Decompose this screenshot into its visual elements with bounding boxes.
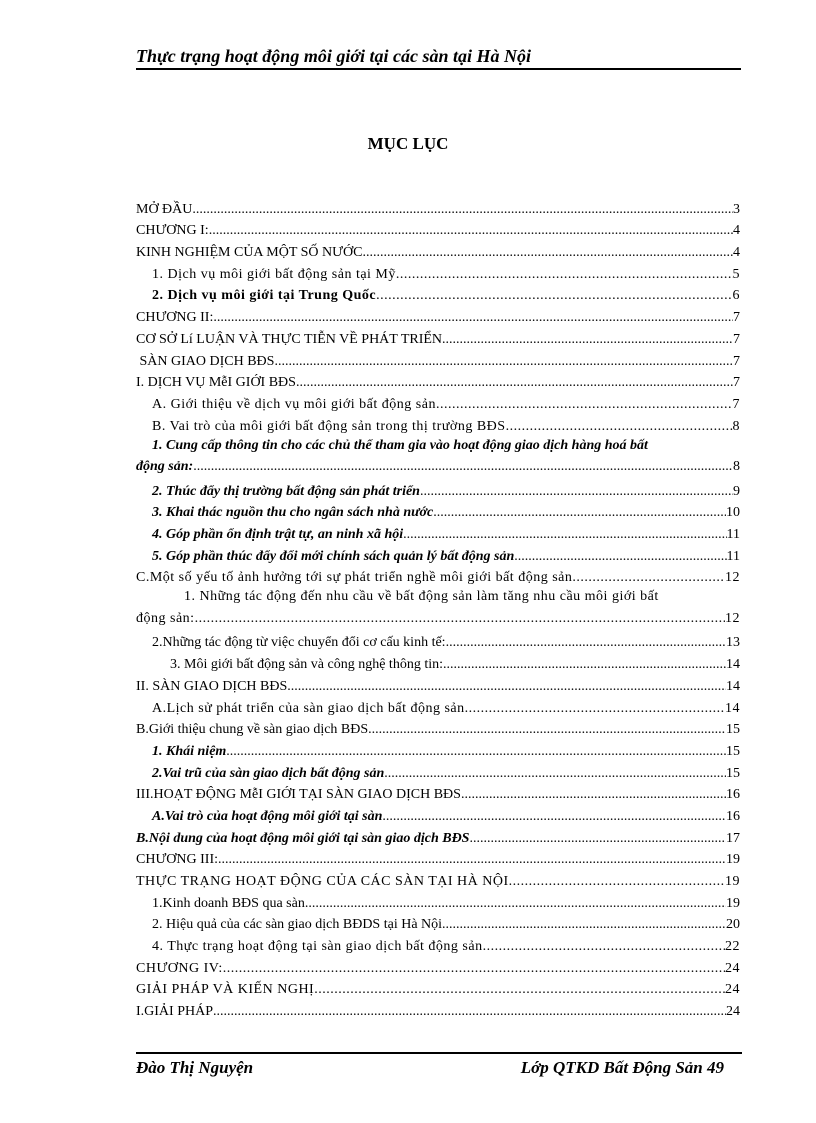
toc-entry[interactable] xyxy=(136,391,740,413)
dot-leader xyxy=(218,852,726,868)
dot-leader xyxy=(193,456,733,478)
toc-entry[interactable] xyxy=(136,435,740,478)
toc-entry[interactable] xyxy=(136,673,740,695)
dot-leader xyxy=(396,267,733,283)
toc-entry[interactable] xyxy=(136,370,740,392)
table-of-contents xyxy=(136,196,740,1020)
dot-leader xyxy=(446,635,726,651)
header-title: Thực trạng hoạt động môi giới tại các sàn tại Hà Nội xyxy=(136,46,531,66)
toc-entry-label-continued: động sản: xyxy=(136,611,195,627)
toc-entry[interactable] xyxy=(136,413,740,435)
toc-entry-page: 15 xyxy=(726,722,740,738)
dot-leader xyxy=(469,831,726,847)
toc-entry-page: 16 xyxy=(726,787,740,803)
dot-leader xyxy=(465,701,725,717)
dot-leader xyxy=(572,570,725,586)
dot-leader xyxy=(506,419,733,435)
toc-entry-label: III.HOẠT ĐỘNG MễI GIỚI TẠI SÀN GIAO DỊCH BĐS xyxy=(136,787,461,803)
footer-rule xyxy=(136,1052,742,1054)
toc-entry-page: 7 xyxy=(733,310,740,326)
toc-entry[interactable] xyxy=(136,782,740,804)
toc-entry-page: 7 xyxy=(733,353,740,369)
toc-entry-label: 3. Môi giới bất động sản và công nghệ thông tin: xyxy=(170,657,443,673)
toc-entry-label: A.Vai trò của hoạt động môi giới tại sàn xyxy=(152,808,383,824)
toc-entry-page: 9 xyxy=(733,483,740,499)
dot-leader xyxy=(436,397,733,413)
toc-entry-label: 1. Dịch vụ môi giới bất động sản tại Mỹ xyxy=(152,266,396,282)
dot-leader xyxy=(287,679,726,695)
toc-entry-label: B.Nội dung của hoạt động môi giới tại sàn giao dịch BĐS xyxy=(136,830,470,846)
toc-entry-label: A. Giới thiệu về dịch vụ môi giới bất động sản xyxy=(152,396,436,412)
toc-entry-page: 6 xyxy=(732,288,740,304)
toc-entry[interactable] xyxy=(136,890,740,912)
toc-entry-label: 1.Kinh doanh BĐS qua sàn xyxy=(152,895,305,911)
toc-entry-label: CHƯƠNG II: xyxy=(136,310,214,326)
dot-leader xyxy=(420,484,733,500)
toc-entry-label: 2.Những tác động từ việc chuyển đổi cơ cấu kinh tế: xyxy=(152,635,446,651)
toc-entry-page: 10 xyxy=(726,505,740,521)
toc-entry[interactable] xyxy=(136,717,740,739)
dot-leader xyxy=(213,310,733,326)
dot-leader xyxy=(223,961,725,977)
toc-entry[interactable] xyxy=(136,803,740,825)
toc-entry-page: 11 xyxy=(726,527,740,543)
dot-leader xyxy=(442,332,733,348)
header-rule xyxy=(136,68,741,70)
footer-author: Đào Thị Nguyện xyxy=(136,1058,254,1077)
toc-entry-page: 13 xyxy=(726,635,740,651)
dot-leader xyxy=(461,787,726,803)
toc-entry-label: I. DỊCH VỤ MễI GIỚI BĐS xyxy=(136,375,296,391)
dot-leader xyxy=(192,202,733,218)
toc-entry[interactable] xyxy=(136,825,740,847)
toc-entry[interactable] xyxy=(136,955,740,977)
toc-entry[interactable] xyxy=(136,847,740,869)
toc-entry-page: 12 xyxy=(725,611,740,627)
toc-entry[interactable] xyxy=(136,348,740,370)
dot-leader xyxy=(209,223,733,239)
dot-leader xyxy=(195,608,725,630)
toc-entry-page: 14 xyxy=(726,678,740,694)
dot-leader xyxy=(509,874,725,890)
toc-entry-label: 3. Khai thác nguồn thu cho ngân sách nhà nước xyxy=(152,505,434,521)
toc-entry[interactable] xyxy=(136,261,740,283)
toc-entry-label: 4. Góp phần ổn định trật tự, an ninh xã hội xyxy=(152,527,404,543)
toc-entry-label: KINH NGHIỆM CỦA MỘT SỐ NƯỚC xyxy=(136,245,363,261)
dot-leader xyxy=(213,1004,726,1020)
toc-entry-page: 14 xyxy=(726,657,740,673)
toc-entry-page: 19 xyxy=(726,895,740,911)
dot-leader xyxy=(362,245,733,261)
dot-leader xyxy=(274,354,733,370)
toc-entry[interactable] xyxy=(136,977,740,999)
toc-entry-page: 15 xyxy=(726,743,740,759)
toc-entry[interactable] xyxy=(136,543,740,565)
toc-entry-page: 11 xyxy=(726,548,740,564)
toc-entry-page: 5 xyxy=(732,266,740,282)
toc-entry-page: 24 xyxy=(726,1004,740,1020)
toc-entry-page: 14 xyxy=(725,700,740,716)
toc-entry[interactable] xyxy=(136,738,740,760)
toc-entry-label: GIẢI PHÁP VÀ KIẾN NGHỊ xyxy=(136,982,315,998)
toc-entry-label: 1. Những tác động đến nhu cầu về bất động sản làm tăng nhu cầu môi giới bất xyxy=(184,589,659,605)
dot-leader xyxy=(296,375,733,391)
dot-leader xyxy=(382,809,726,825)
toc-entry-page: 7 xyxy=(733,375,740,391)
toc-entry-page: 24 xyxy=(725,960,740,976)
toc-entry[interactable] xyxy=(136,998,740,1020)
toc-entry-label: B. Vai trò của môi giới bất động sản trong thị trường BĐS xyxy=(152,418,506,434)
dot-leader xyxy=(305,896,726,912)
dot-leader xyxy=(443,657,726,673)
toc-entry-label: C.Một số yếu tố ảnh hưởng tới sự phát triển nghề môi giới bất động sản xyxy=(136,570,573,586)
toc-entry-label: 2. Dịch vụ môi giới tại Trung Quốc xyxy=(152,288,377,304)
toc-entry-page: 12 xyxy=(725,570,740,586)
dot-leader xyxy=(226,744,726,760)
toc-entry-page: 17 xyxy=(726,830,740,846)
toc-entry-page: 8 xyxy=(733,459,740,475)
toc-entry-label: 4. Thực trạng hoạt động tại sàn giao dịch bất động sản xyxy=(152,939,483,955)
toc-entry-page: 19 xyxy=(725,874,740,890)
toc-entry[interactable] xyxy=(136,196,740,218)
toc-entry-label: A.Lịch sử phát triển của sàn giao dịch bất động sản xyxy=(152,700,465,716)
toc-entry-label: I.GIẢI PHÁP xyxy=(136,1004,213,1020)
toc-entry-label: THỰC TRẠNG HOẠT ĐỘNG CỦA CÁC SÀN TẠI HÀ NỘI xyxy=(136,874,509,890)
toc-entry-label: CHƯƠNG IV: xyxy=(136,960,223,976)
toc-entry-page: 15 xyxy=(726,765,740,781)
toc-entry[interactable] xyxy=(136,651,740,673)
footer-class: Lớp QTKD Bất Động Sản 49 xyxy=(520,1058,724,1077)
dot-leader xyxy=(314,982,725,998)
toc-entry-page: 3 xyxy=(733,201,740,217)
toc-entry[interactable] xyxy=(136,868,740,890)
toc-entry-page: 19 xyxy=(726,852,740,868)
toc-entry-label: 2. Hiệu quả của các sàn giao dịch BĐDS tại Hà Nội xyxy=(152,917,443,933)
toc-entry-label: CHƯƠNG III: xyxy=(136,852,219,868)
toc-entry-label: II. SÀN GIAO DỊCH BĐS xyxy=(136,678,288,694)
toc-entry-page: 8 xyxy=(732,418,740,434)
toc-entry-page: 7 xyxy=(733,331,740,347)
toc-entry[interactable] xyxy=(136,630,740,652)
toc-entry-label: B.Giới thiệu chung về sàn giao dịch BĐS xyxy=(136,722,369,738)
dot-leader xyxy=(483,939,725,955)
toc-entry[interactable] xyxy=(136,912,740,934)
toc-entry[interactable] xyxy=(136,218,740,240)
toc-entry[interactable] xyxy=(136,500,740,522)
dot-leader xyxy=(403,527,726,543)
toc-entry-page: 4 xyxy=(733,223,740,239)
toc-entry-page: 16 xyxy=(726,808,740,824)
toc-entry-page: 24 xyxy=(725,982,740,998)
toc-entry[interactable] xyxy=(136,326,740,348)
toc-entry-label: SÀN GIAO DỊCH BĐS xyxy=(136,353,275,369)
toc-heading: MỤC LỤC xyxy=(367,134,449,153)
toc-entry-label: CƠ SỞ Lí LUẬN VÀ THỰC TIỄN VỀ PHÁT TRIỂN xyxy=(136,331,443,347)
toc-entry[interactable] xyxy=(136,304,740,326)
dot-leader xyxy=(442,917,726,933)
toc-entry-page: 4 xyxy=(733,245,740,261)
toc-entry-label: 5. Góp phần thúc đẩy đổi mới chính sách quản lý bất động sản xyxy=(152,548,515,564)
dot-leader xyxy=(433,505,726,521)
toc-entry[interactable] xyxy=(136,239,740,261)
toc-entry[interactable] xyxy=(136,695,740,717)
toc-entry[interactable] xyxy=(136,760,740,782)
toc-entry[interactable] xyxy=(136,933,740,955)
toc-entry[interactable] xyxy=(136,478,740,500)
toc-entry[interactable] xyxy=(136,565,740,587)
toc-entry-label-continued: động sản: xyxy=(136,459,194,475)
toc-entry-label: 2.Vai trũ của sàn giao dịch bất động sản xyxy=(152,765,385,781)
toc-entry-label: 1. Cung cấp thông tin cho các chủ thể tham gia vào hoạt động giao dịch hàng hoá bất xyxy=(152,437,648,453)
toc-entry-page: 20 xyxy=(726,917,740,933)
dot-leader xyxy=(384,766,726,782)
toc-entry[interactable] xyxy=(136,283,740,305)
toc-entry[interactable] xyxy=(136,521,740,543)
toc-entry-label: CHƯƠNG I: xyxy=(136,223,209,239)
toc-entry-label: 2. Thúc đẩy thị trường bất động sản phát triển xyxy=(152,483,420,499)
toc-entry-page: 7 xyxy=(732,396,740,412)
dot-leader xyxy=(368,722,726,738)
dot-leader xyxy=(376,288,732,304)
toc-entry-page: 22 xyxy=(725,939,740,955)
toc-entry[interactable] xyxy=(136,586,740,629)
toc-entry-label: 1. Khái niệm xyxy=(152,743,227,759)
dot-leader xyxy=(514,549,726,565)
toc-entry-label: MỞ ĐẦU xyxy=(136,201,193,217)
